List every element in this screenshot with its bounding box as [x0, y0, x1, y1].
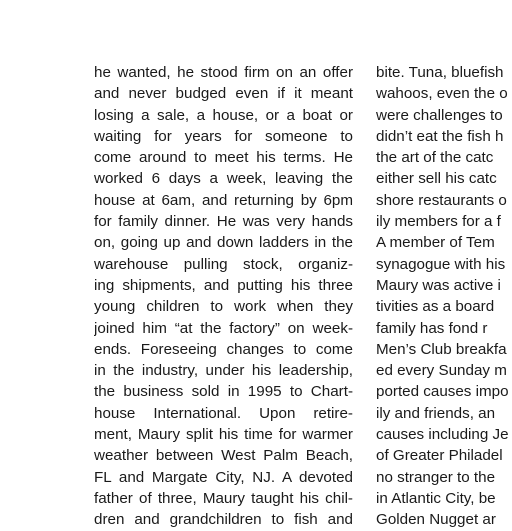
text-line: tivities as a board — [376, 298, 495, 316]
text-line: shore restaurants o — [376, 191, 507, 209]
text-line: weather between West Palm Beach, — [94, 447, 353, 465]
text-line: the art of the catc — [376, 149, 494, 167]
text-line: no stranger to the — [376, 468, 496, 486]
text-line: FL and Margate City, NJ. A devoted — [94, 468, 353, 486]
text-line: and never budged even if it meant — [94, 85, 353, 103]
text-line: ends. Foreseeing changes to come — [94, 340, 353, 358]
text-line: were challenges to — [376, 106, 503, 124]
text-line: house at 6am, and returning by 6pm — [94, 191, 353, 209]
text-line: waiting for years for someone to — [94, 127, 353, 145]
text-line: ed every Sunday m — [376, 362, 507, 380]
text-line: ported causes impo — [376, 383, 509, 401]
text-line: losing a sale, a house, or a boat or — [94, 106, 353, 124]
text-line: Maury was active i — [376, 276, 501, 294]
right-text-column — [376, 62, 512, 531]
text-line: the business sold in 1995 to Chart- — [94, 383, 353, 401]
text-line: worked 6 days a week, leaving the — [94, 170, 353, 188]
text-line: joined him “at the factory” on week- — [94, 319, 353, 337]
text-line: dren and grandchildren to fish and — [94, 511, 353, 529]
text-line: of Greater Philadel — [376, 447, 503, 465]
text-line: either sell his catc — [376, 170, 497, 188]
text-line: ily and friends, an — [376, 404, 496, 422]
text-line: in the industry, under his leadership, — [94, 362, 353, 380]
text-line: ment, Maury split his time for warmer — [94, 426, 353, 444]
text-line: father of three, Maury taught his chil- — [94, 489, 353, 507]
text-line: house International. Upon retire- — [94, 404, 353, 422]
text-line: family has fond r — [376, 319, 488, 337]
text-line: Men’s Club breakfa — [376, 340, 507, 358]
text-line: ily members for a f — [376, 213, 501, 231]
text-line: Golden Nugget ar — [376, 511, 496, 529]
text-line: he wanted, he stood firm on an offer — [94, 64, 353, 81]
text-line: wahoos, even the o — [376, 85, 508, 103]
text-line: young children to work when they — [94, 298, 353, 316]
text-line: for family dinner. He was very hands — [94, 213, 353, 231]
left-text-column — [94, 62, 353, 531]
text-line: ing shipments, and putting his three — [94, 276, 353, 294]
text-line: causes including Je — [376, 426, 509, 444]
text-line: bite. Tuna, bluefish — [376, 64, 504, 81]
text-line: A member of Tem — [376, 234, 495, 252]
text-line: warehouse pulling stock, organiz- — [94, 255, 353, 273]
text-line: come around to meet his terms. He — [94, 149, 353, 167]
text-line: in Atlantic City, be — [376, 489, 496, 507]
text-line: synagogue with his — [376, 255, 506, 273]
text-line: on, going up and down ladders in the — [94, 234, 353, 252]
text-line: didn’t eat the fish h — [376, 127, 504, 145]
